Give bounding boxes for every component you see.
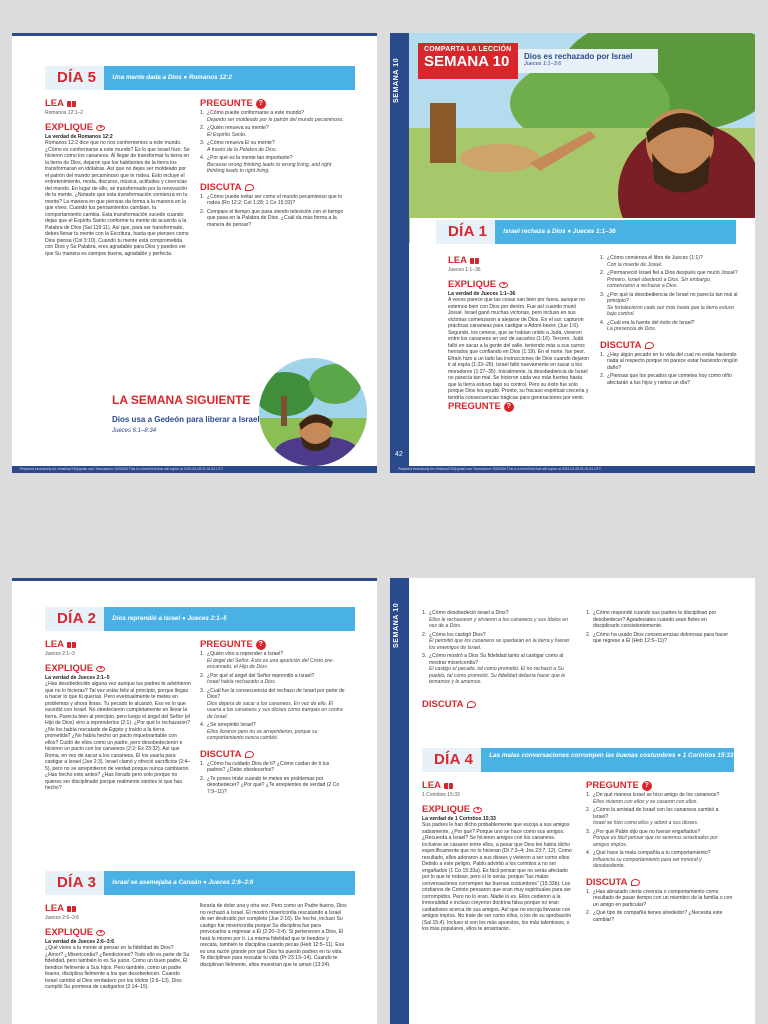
lea-reference: Jueces 1:1–36 [448, 267, 481, 273]
explique-title: La verdad de Romanos 12:2 [45, 133, 113, 140]
side-label: SEMANA 10 [393, 57, 400, 103]
footer-text: Prepared exclusively for christina276@gmail.com Transaction: 0000036 This is a timed link that will expire at 2023-04-08 01:31:51 UTC [398, 467, 602, 471]
discuta-heading: DISCUTA [586, 876, 628, 888]
side-strip [390, 33, 409, 473]
pregunte-heading: PREGUNTE [586, 780, 639, 791]
day-subtitle: Israel rechaza a Dios ● Jueces 1:1–36 [495, 220, 736, 244]
list-item: 2. ¿Qué tipo de compañía tienes alrededor? ¿Necesita este cambiar? [586, 910, 723, 923]
lea-reference: Romanos 12:1–2 [45, 110, 84, 116]
right-column [600, 255, 740, 388]
day-label: DÍA 2 [45, 607, 104, 631]
eye-icon [96, 930, 105, 936]
lea-heading: LEA [45, 903, 64, 914]
question-list [200, 110, 348, 175]
discuss-list [586, 889, 734, 924]
list-item: 2. ¿Cómo los castigó Dios? Él permitió que los cananeos se quedaran en la tierra y fueran los enemigos de Israel. [422, 631, 570, 651]
explique-title: La verdad de Jueces 2:1–5 [45, 674, 110, 681]
list-item: 2. ¿Te pones triste cuando te metes en problemas por desobedecer? ¿Por qué? ¿Te arrepientes de verdad (2 Co 7:9–11)? [200, 775, 340, 795]
list-item: 1. ¿Cómo ha cuidado Dios de ti? ¿Cómo cuidan de ti tus padres? ¿Debe obedecerlos? [200, 760, 330, 773]
discuss-list [200, 761, 348, 796]
page-day2-day3 [12, 578, 377, 1024]
day-label: DÍA 1 [436, 220, 495, 244]
question-icon: ? [504, 402, 514, 412]
right-column [200, 903, 348, 968]
list-item: 1. ¿Has abrazado cierta creencia o comportamiento como resultado de pasar tiempo con un miembro de la familia o con un amigo en particular? [586, 888, 733, 908]
page-day4 [390, 578, 755, 1024]
chat-icon [467, 701, 476, 708]
lesson-reference: Jueces 1:1–3:6 [524, 61, 562, 67]
lea-heading: LEA [45, 639, 64, 650]
day-band [45, 66, 355, 90]
lea-reference: Jueces 2:1–3 [45, 651, 75, 657]
discuta-heading: DISCUTA [200, 181, 242, 193]
list-item: 3. ¿Por qué Pablo dijo que no fueran engañados? Porque es fácil pensar que no seremos arrastrados por amigos impíos. [586, 828, 718, 848]
list-item: 1. ¿De qué manera Israel se hizo amigo de los cananeos? Ellos vivieron con ellos y se casaron con ellos. [586, 792, 720, 805]
pregunte-heading: PREGUNTE [200, 98, 253, 109]
next-week-title: LA SEMANA SIGUIENTE [112, 393, 251, 407]
list-item: 4. ¿Por qué es la mente tan importante? Because wrong thinking leads to wrong living, and right thinking leads to right living. [200, 155, 332, 174]
chat-icon [645, 342, 654, 349]
list-item: 1. ¿Quién vino a reprender a Israel? El ángel del Señor. Esto es una aparición del Cristo pre-encarnado, el Hijo de Dios. [200, 651, 334, 670]
right-column [586, 610, 734, 647]
question-list [200, 651, 348, 742]
discuss-list [586, 610, 734, 645]
lesson-kicker: COMPARTA LA LECCIÓN [424, 46, 512, 53]
list-item: 1. ¿Cómo comienza el libro de Jueces (1:1)? Con la muerte de Josué. [600, 255, 703, 268]
discuta-heading: DISCUTA [600, 339, 642, 351]
explique-body: Sus padres le han dicho probablemente que escoja a sus amigos sabiamente. ¿Por qué? Porque uno se hace como sus amigos. ¿Recuerda a Israel? Se hicieron amigos con los cananeos. Inclusive se casaron entre ellos, a pesar que Dios les había dicho específicamente que no lo hicieran (Dt 7:3–4; Jos 23:7, 12). Como resultado, ellos adoraron a sus dioses y vivieron a ser como ellos. Debido a este peligro, Pablo advirtió a los corintios a no ser engañados (1 Co 15:33a). Es fácil pensar que no serás afectado por lo que te rodean, pero sí lo serás, porque "las malas conversaciones corrompen las buenas costumbres" (15:33b). Los cristianos de Corinto pensaron que eran muy espirituales para ser corrompidos. Pero no lo eran. Nadie lo es. Ellos cedieron a la inmoralidad e incluso creyeron doctrina falsa porque no eran cuidadosos acerca de sus amigos. Así que no escoja llevarse con amigos impíos. No trate de ser como ellos, o los de su aprobación (Sal 15:4). Incluso si son los más apuestos, los más talentosos, o los más populares, ellos te arrastrarán. [422, 822, 572, 932]
eye-icon [96, 666, 105, 672]
list-item: 1. ¿Hay algún pecado en tu vida del cual no estás haciendo nada al respecto porque no parece estar haciendo ningún daño? [600, 351, 738, 371]
list-item: 4. ¿Cuál era la fuente del éxito de Israel? La presencia de Dios. [600, 319, 695, 332]
left-column [45, 639, 191, 792]
page-number: 42 [395, 451, 403, 458]
day-band [45, 871, 355, 895]
lesson-header [418, 43, 518, 79]
chat-icon [245, 184, 254, 191]
list-item: 2. ¿Cómo la amistad de Israel con los cananeos cambió a Israel? Israel se hizo como ellos y adoró a sus dioses. [586, 807, 719, 826]
pregunte-heading: PREGUNTE [200, 639, 253, 650]
eye-icon [96, 125, 105, 131]
day-band [422, 748, 734, 772]
day-band [45, 607, 355, 631]
chat-icon [631, 879, 640, 886]
explique-body-continued: llorarla de dolor una y otra vez. Pero como un Padre bueno, Dios no rechazó a Israel. Él mostró misericordia rescatando a Israel de ser destruido por completo (Jue 2:16). De hecho, incluso Su castigo fue misericordia porque Su disciplina fue para provocarlos a regresar a Él (2:20–3:4). Si pertenecen a Dios, Él hará lo mismo por ti. La misma fidelidad que te bendice y rescata, también te disciplina cuando pecas (Heb 12:5–11). Esa es una razón grande por qué Dios ha puesto padres en tu vida. Te disciplinan para rescatar tu vida (Pr 23:13–14). Cuando te disciplinan fielmente, ellos muestran que te aman (13:24). [200, 903, 347, 968]
list-item: 2. ¿Quién renueva su mente? El Espíritu Santo. [200, 125, 269, 138]
book-icon [470, 258, 479, 264]
explique-heading: EXPLIQUE [45, 121, 94, 133]
left-column [422, 610, 572, 711]
week-title: SEMANA 10 [424, 53, 510, 70]
lea-heading: LEA [45, 98, 64, 109]
pregunte-heading: PREGUNTE [448, 401, 501, 412]
lesson-title-box [518, 49, 658, 73]
gideon-illustration [255, 356, 375, 468]
question-icon: ? [642, 781, 652, 791]
lesson-title: Dios es rechazado por Israel [524, 52, 633, 61]
side-label: SEMANA 10 [393, 602, 400, 648]
chat-icon [245, 751, 254, 758]
explique-body: A veces parece que las cosas van bien por fuera, aunque no estemos bien con Dios por dentro. Fue así cuando murió Josué. Israel ganó muchas victorias, pero incluso en sus victorias comenzaron a alejarse de Dios. En el sur, capturon prácticas cananeas para castigar a Adoni-bezec (Jue 1:6). Segundo, los ceneos, que se habían unido a Judá, vivieron entre los cananeos en vez de sacarlos (1:16). Tercero, Judá falló en sacar a la gente del valle, teniendo más a sus carros herrados que confiando en Dios (1:19). En el norte, fue peor. Efraín hizo a un lado las instrucciones de Dios cuando dejaron ir al espía (1:23–26). Israel falló nuevamente en sacar a los moradores (1:27–35). Inicialmente, la desobediencia de Israel no parecía tan mal. Se hicieron cada vez más fuertes hasta que la tierra estuvo bajo su control. Pero su éxito fue solo porque Dios les ayudó. Pronto, su fracaso espiritual crecería y tendría consecuencias trágicas para generaciones por venir. [448, 297, 590, 401]
book-icon [67, 101, 76, 107]
list-item: 1. ¿Cómo puede evitar ser como el mundo pecaminoso que lo rodea (Ro 12:2; Col 1:28; 1 Co 15:33)? [200, 193, 343, 206]
next-week-reference: Jueces 6:1–8:34 [112, 428, 157, 434]
explique-body: ¿Qué viene a tu mente al pensar en la fidelidad de Dios? ¿Amor? ¿Misericordia? ¿Bendiciones? Todo ello es parte de Su fidelidad, pero también lo es Su juicio. Como un buen padre, Él bendice fielmente a Sus hijos. Pero también, como un padre bueno, disciplina fielmente a los que desobedecen. Cuando Israel cambió al Dios verdadero por los ídolos (2:6–13), Dios cumplió Su promesa de castigarlos (2:14–15). [45, 945, 190, 990]
next-week-box [112, 393, 262, 434]
day-subtitle: Dios reprendió a Israel ● Jueces 2:1–5 [104, 607, 355, 631]
discuss-list [200, 194, 348, 229]
next-week-subtitle: Dios usa a Gedeón para liberar a Israel [112, 415, 260, 424]
list-item: 4. ¿Se arrepintió Israel? Ellos lloraron pero no se arrepintieron, porque su comportamiento nunca cambió. [200, 722, 318, 741]
side-strip [390, 578, 409, 1024]
lea-reference: 1 Corintios 15:33 [422, 792, 460, 798]
question-list [600, 255, 740, 333]
explique-body: ¿Has desobedecido alguna vez aunque tus padres te advirtieron que no lo hicieras? Tal vez estás feliz al principio, porque llegas a hacer lo que tú querías. Pero eventualmente te metes en problemas y ahora lloras. Tu pecado te alcanzó. Eso es lo que sucedió con Israel. No obedecieron completamente en llevar la tierra. Parecía bien al principio, pero luego el ángel del Señor (el Hijo de Dios) vino a reprenderlos (2:1). ¿Por qué lo rechazaron? ¿No los había rescatado de Egipto y traído a la tierra prometida? ¿No había hecho un pacto inquebrantable con ellos? Cuidó de ellos como un padre, pero desobedecieron e hicieron un pacto con los cananeos (2:2; Ex 23:32). Así que Roma, en vez de sacar a los cananeos, Él los usaría para castigar a Israel (Jue 2:3). Israel clamó y ofreció sacrificios (2:4–5), pero no se arrepintieron de verdad porque nunca cambiaron. ¿Has hecho esto antes? ¿Has llorado pero solo porque no quieres ser disciplinado porque realmente sientes lo que has hecho? [45, 681, 191, 791]
explique-heading: EXPLIQUE [45, 662, 94, 674]
left-column [422, 780, 572, 933]
list-item: 2. Compare el tiempo que pasa viendo televisión con el tiempo que pasa en la Palabra de Dios. ¿Cuál da más forma a la manera de pensar? [200, 208, 344, 228]
book-icon [67, 642, 76, 648]
lea-heading: LEA [422, 780, 441, 791]
page-day5 [12, 33, 377, 473]
eye-icon [499, 282, 508, 288]
day-subtitle: Una mente dada a Dios ● Romanos 12:2 [104, 66, 355, 90]
book-icon [67, 906, 76, 912]
day-subtitle: Israel se asemejaba a Canaán ● Jueces 2:6–3:6 [104, 871, 355, 895]
day-label: DÍA 4 [422, 748, 481, 772]
list-item: 2. ¿Por qué el ángel del Señor reprendió a Israel? Israel había rechazado a Dios. [200, 672, 315, 685]
explique-heading: EXPLIQUE [45, 926, 94, 938]
list-item: 2. ¿Cómo ha usado Dios consecuencias dolorosas para hacer que regrese a Él (Heb 12:5–11)? [586, 631, 729, 644]
list-item: 1. ¿Cómo respondé cuando sus padres le disciplinan por desobedecer? Agradeciales cuando sean fieles en disciplinarlo consistentemente. [586, 610, 717, 629]
left-column [45, 903, 191, 991]
day-label: DÍA 5 [45, 66, 104, 90]
day-label: DÍA 3 [45, 871, 104, 895]
list-item: 3. ¿Por qué la desobediencia de Israel no parecía tan mal al principio? Se fortalecieron cada vez más hasta que la tierra estuvo bajo control. [600, 291, 738, 317]
question-icon: ? [256, 99, 266, 109]
question-list [586, 792, 734, 870]
book-icon [444, 783, 453, 789]
list-item: 1. ¿Cómo desobedeció Israel a Dios? Ellos le rechazaron y sirvieron a los cananeos y sus ídolos en vez de a Dios. [422, 610, 569, 629]
list-item: 2. ¿Piensas que los pecados que cometes hoy como niño afectarán a tus hijos y nietos un día? [600, 373, 732, 386]
list-item: 4. ¿Qué hace la mala compañía a tu comportamiento? Influencia su comportamiento para ser inmoral y desobediente. [586, 850, 711, 869]
list-item: 3. ¿Cómo renueva El su mente? A través de la Palabra de Dios. [200, 140, 278, 153]
explique-title: La verdad de Jueces 2:6–3:6 [45, 938, 115, 945]
explique-heading: EXPLIQUE [422, 803, 471, 815]
day-band [436, 220, 736, 244]
day-subtitle: Las malas conversaciones corrompen las buenas costumbres ● 1 Corintios 15:33 [481, 748, 734, 772]
list-item: 3. ¿Cuál fue la consecuencia del rechazo de Israel por parte de Dios? Dios dejaría de sacar a los cananeos. En vez de ello, Él usaría a los cananeos y sus dioses como trampas en contra de Israel. [200, 687, 345, 720]
list-item: 2. ¿Permaneció Israel fiel a Dios después que murió Josué? Primero, Israel obedeció a Dios. Sin embargo, comenzaron a rechazar a Dios. [600, 270, 738, 289]
left-column [45, 98, 191, 257]
lea-reference: Jueces 2:6–3:6 [45, 915, 79, 921]
question-icon: ? [256, 640, 266, 650]
discuta-heading: DISCUTA [422, 698, 464, 710]
eye-icon [473, 807, 482, 813]
right-column [200, 639, 348, 797]
discuss-list [600, 352, 740, 387]
discuta-heading: DISCUTA [200, 748, 242, 760]
left-column [448, 255, 592, 413]
list-item: 3. ¿Cómo mostró a Dios Su fidelidad tanto al castigar como al mostrar misericordia? El castigo el pecado, tal como prometió. El no rechazó a Su pueblo, tal como prometió. Su fidelidad debería hacer que le temamos y le amemos. [422, 653, 566, 685]
footer-text: Prepared exclusively for christina276@gmail.com Transaction: 0000036 This is a timed link that will expire at 2023-04-08 01:31:51 UTC [20, 467, 224, 471]
right-column [200, 98, 348, 230]
list-item: 1. ¿Cómo puede conformarse a este mundo? Dejando ser moldeado por le patrón del mundo pecaminoso. [200, 110, 344, 123]
question-list [422, 610, 572, 686]
explique-body: Romanos 12:2 dice que no nos conformemos a este mundo. ¿Cómo es conformarse a este mundo? Es lo que Israel hizo. Se hicieron como los cananeos. Al llegar de transformar la tierra en la tierra de Dios, dejaron que los habitantes de la tierra los transformaran en idólatras. Así que no dejes ser moldeado por el patrón del mundo pecaminoso que te rodea. Esto incluye el entretenimiento, moda, discurso, música, actitudes y creencias del mundo. En lugar de ello, sé transformado por la renovación de tu mente. ¿Notaste que esta transformación comienza en tu mente? La manera en que piensas da forma a la manera en la que vives. Cuando tus pensamientos cambian, tu comportamiento cambia. Esta transformación sucede cuando dejas que el Espíritu Santo conforme tu mente de acuerdo a la Palabra de Dios (Sal 119:11). Así que, para ser transformado, debes llenar tu mente con la Escritura, hasta que pienses como Dios piensa (Col 3:10). Cuando tu mente está comprometida con Dios y Su Palabra, eres agradable para Dios y puedes ver que Su manera es siempre buena, agradable y perfecta. [45, 140, 190, 257]
lea-heading: LEA [448, 255, 467, 266]
explique-title: La verdad de 1 Corintios 15:33 [422, 815, 496, 822]
explique-title: La verdad de Jueces 1:1–36 [448, 290, 516, 297]
right-column [586, 780, 734, 925]
page-day1 [390, 33, 755, 473]
explique-heading: EXPLIQUE [448, 278, 497, 290]
